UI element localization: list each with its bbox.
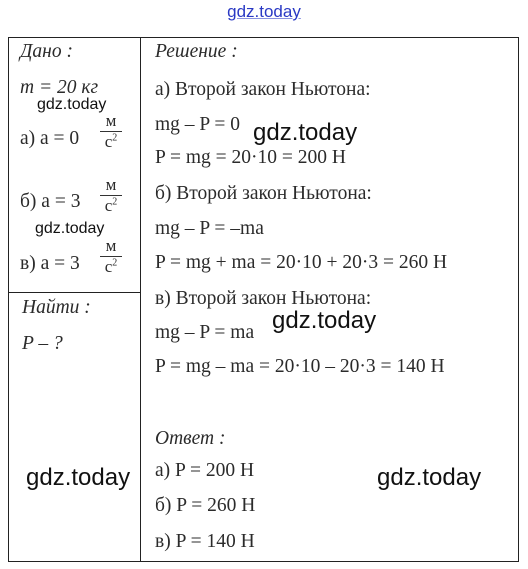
solution-line-b-result: P = mg + ma = 20·10 + 20·3 = 260 Н	[155, 252, 448, 273]
watermark-solution-2: gdz.today	[272, 307, 377, 334]
unit-fraction-b: м $с^2$	[100, 176, 122, 214]
watermark-left-bottom: gdz.today	[26, 464, 131, 491]
answer-line-b: б) P = 260 Н	[155, 495, 256, 516]
answer-title: Ответ :	[155, 428, 226, 449]
given-case-v: в) a = 3	[20, 253, 80, 274]
watermark-given-2: gdz.today	[35, 220, 105, 237]
find-target: P – ?	[22, 333, 63, 354]
solution-line-a-header: а) Второй закон Ньютона:	[155, 79, 371, 100]
solution-line-v-equation: mg – P = ma	[155, 322, 255, 343]
solution-line-a-result: P = mg = 20·10 = 200 Н	[155, 147, 346, 168]
column-divider	[140, 37, 141, 561]
answer-line-v: в) P = 140 Н	[155, 531, 255, 552]
given-case-a: а) a = 0	[20, 128, 80, 149]
watermark-given-1: gdz.today	[37, 96, 107, 113]
answer-line-a: а) P = 200 Н	[155, 460, 255, 481]
solution-line-a-equation: mg – P = 0	[155, 114, 241, 135]
solution-title: Решение :	[155, 41, 238, 62]
unit-fraction-a: м $с^2$	[100, 112, 122, 150]
solution-line-v-header: в) Второй закон Ньютона:	[155, 288, 372, 309]
solution-line-b-header: б) Второй закон Ньютона:	[155, 183, 372, 204]
watermark-right-bottom: gdz.today	[377, 464, 482, 491]
given-case-b: б) a = 3	[20, 191, 81, 212]
solution-line-b-equation: mg – P = –ma	[155, 218, 264, 239]
solution-line-v-result: P = mg – ma = 20·10 – 20·3 = 140 Н	[155, 356, 445, 377]
watermark-top: gdz.today	[227, 2, 301, 21]
find-title: Найти :	[22, 297, 91, 318]
given-find-divider	[8, 292, 141, 293]
given-title: Дано :	[20, 41, 73, 62]
unit-fraction-v: м $с^2$	[100, 237, 122, 275]
watermark-solution-1: gdz.today	[253, 119, 358, 146]
given-mass: m = 20 кг	[20, 77, 99, 98]
